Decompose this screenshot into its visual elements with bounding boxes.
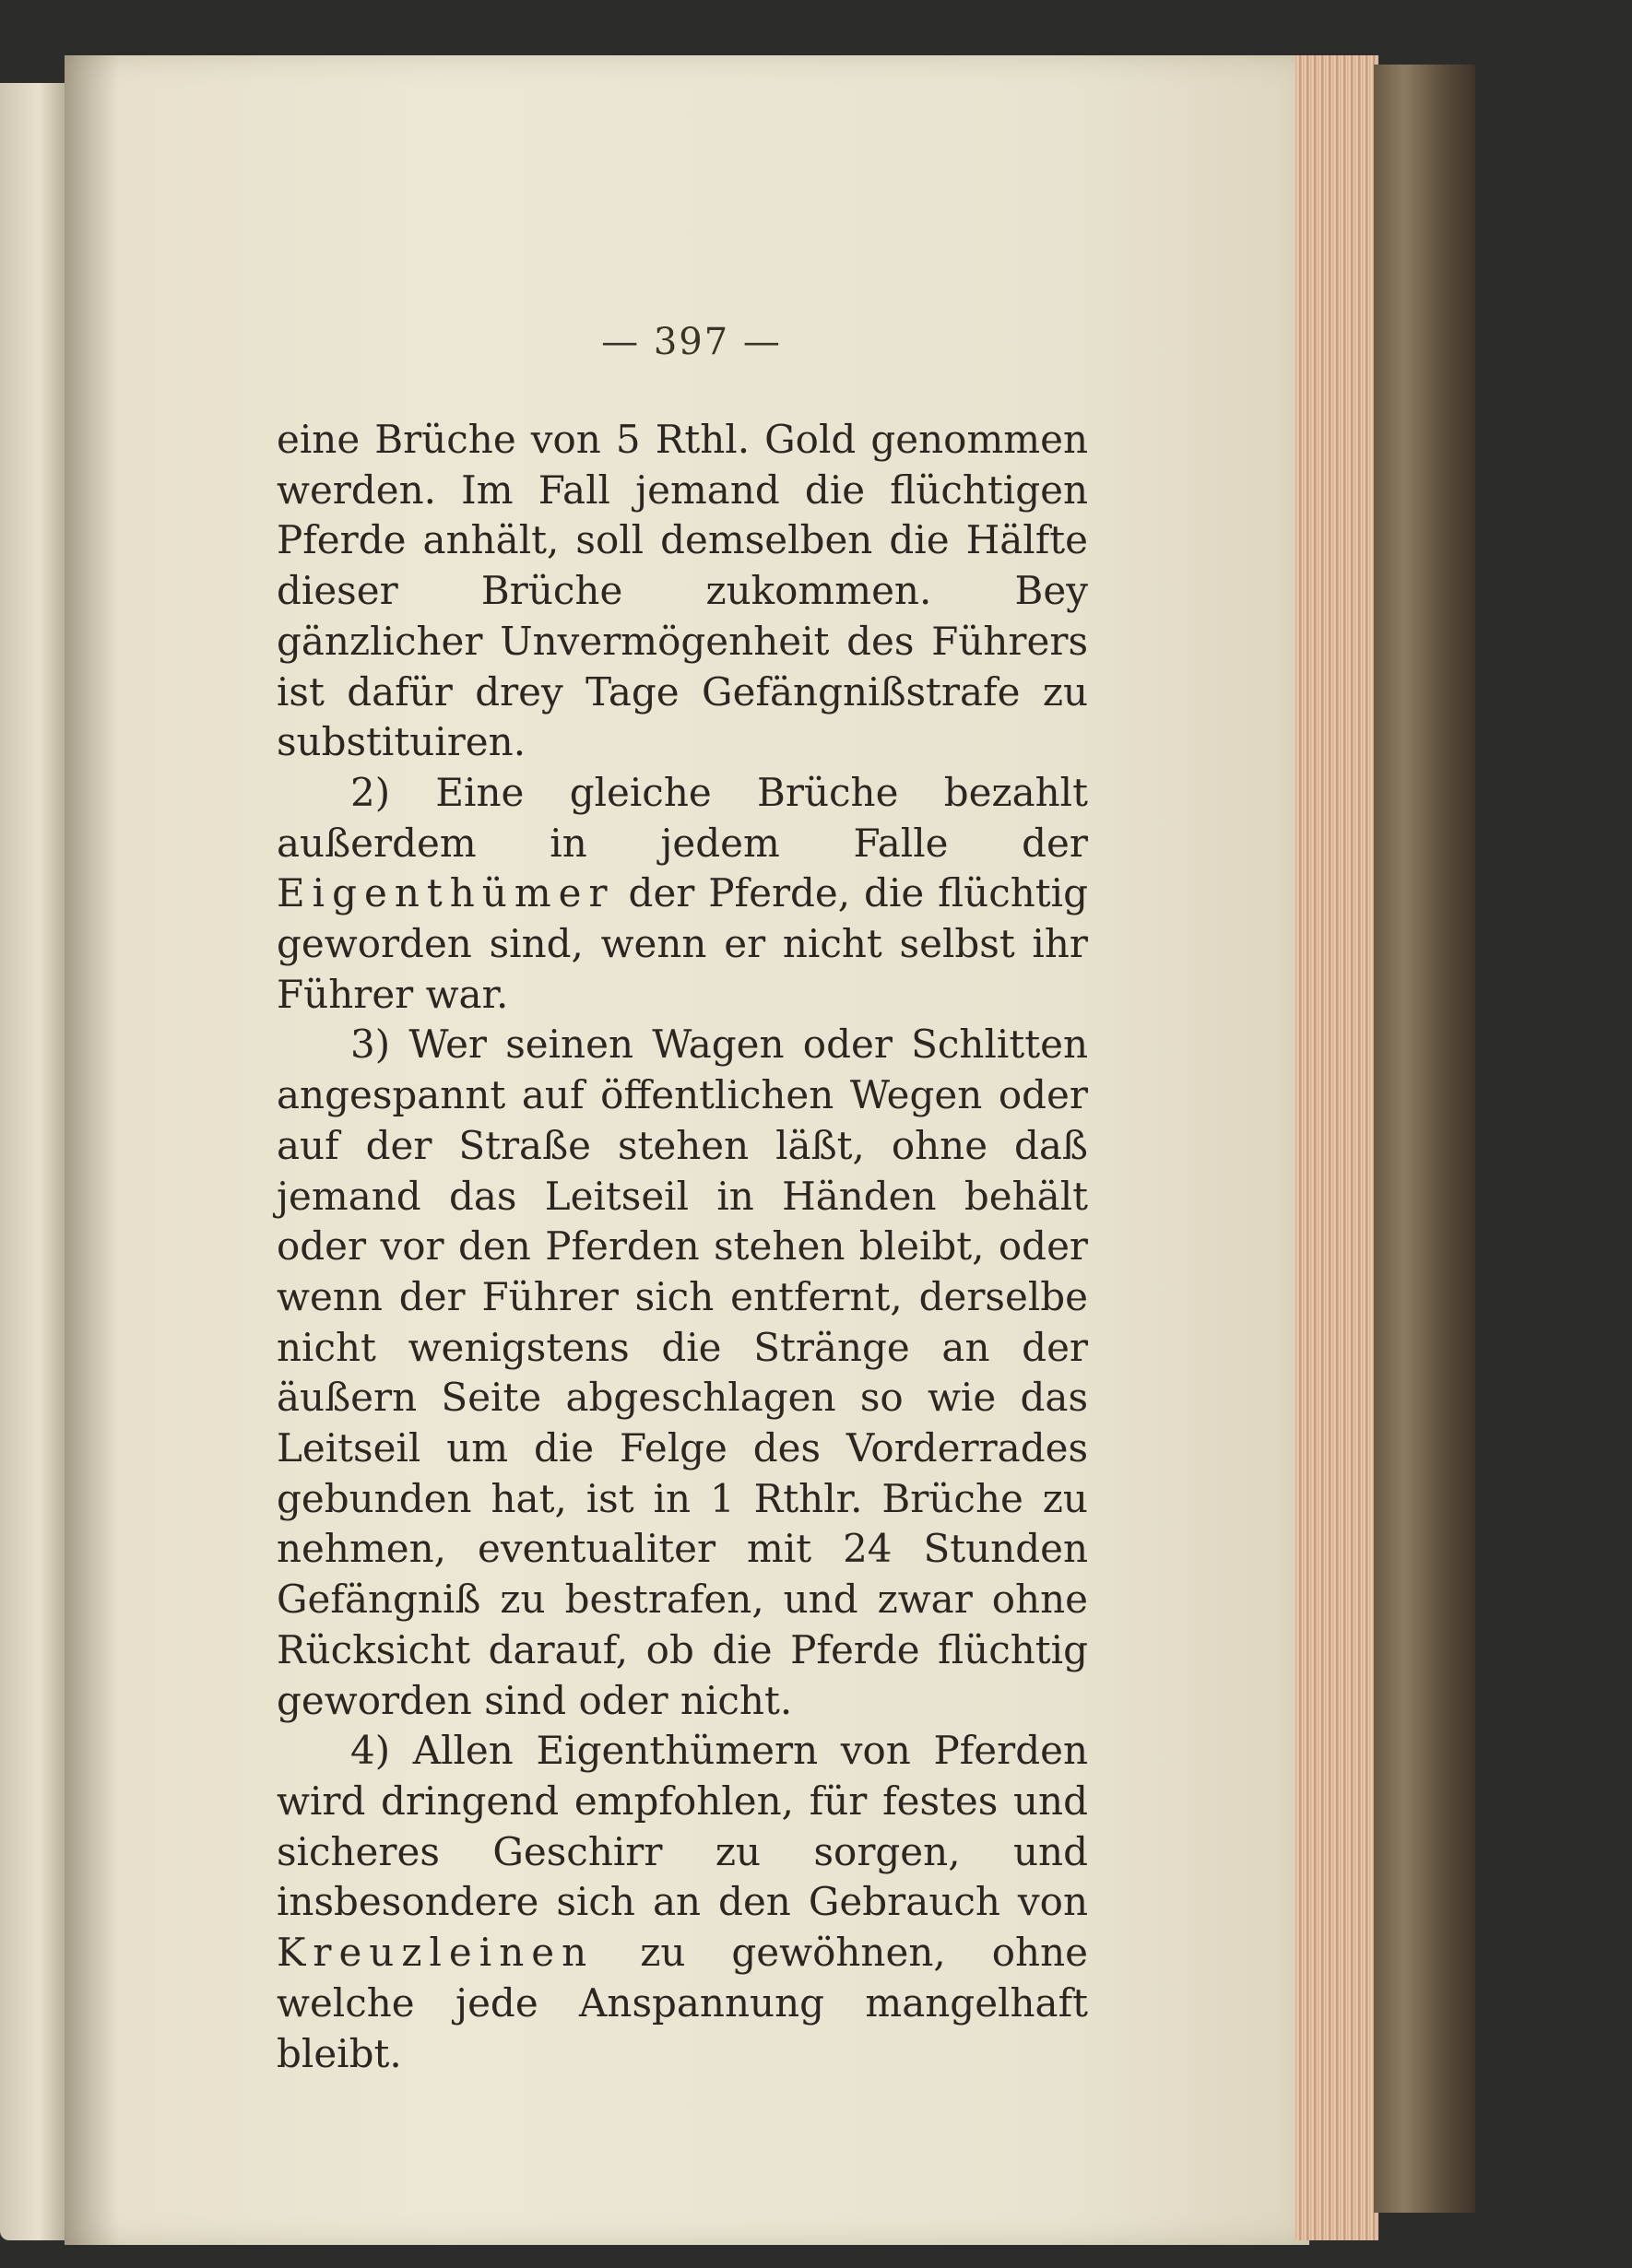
spine-shadow — [65, 55, 120, 2245]
paragraph-2: 2) Eine gleiche Brüche bezahlt außerdem in jedem Falle der Eigenthümer der Pferde, die flüchtig geworden sind, wenn er nicht selbst ihr Führer war. — [277, 769, 1088, 1017]
page-number: — 397 — — [601, 321, 782, 363]
emphasis-term: Kreuzleinen — [277, 1930, 595, 1976]
paragraph-3: 3) Wer seinen Wagen oder Schlitten angespannt auf öffentlichen Wegen oder auf der Straße stehen läßt, ohne daß jemand das Leitseil in Händen behält oder vor den Pferden stehen bleibt, oder wenn der Führer sich entfernt, derselbe nicht wenigstens die Stränge an der äußern Seite abgeschlagen so wie das Leitseil um die Felge des Vorderrades gebunden hat, ist in 1 Rthlr. Brüche zu nehmen, eventualiter mit 24 Stunden Gefängniß zu bestrafen, und zwar ohne Rücksicht darauf, ob die Pferde flüchtig geworden sind oder nicht. — [277, 1022, 1088, 1723]
body-text — [277, 415, 1088, 2079]
paragraph-1: eine Brüche von 5 Rthl. Gold genommen werden. Im Fall jemand die flüchtigen Pferde anhält, soll demselben die Hälfte dieser Brüche zukommen. Bey gänzlicher Unvermögenheit des Führers ist dafür drey Tage Gefängnißstrafe zu substituiren. — [277, 417, 1088, 765]
emphasis-term: Eigenthümer — [277, 870, 615, 916]
book-page — [65, 55, 1309, 2245]
previous-page-edge — [0, 83, 65, 2240]
page-edges — [1295, 55, 1378, 2240]
paragraph-4: 4) Allen Eigenthümern von Pferden wird dringend empfohlen, für festes und sicheres Geschirr zu sorgen, und insbesondere sich an den Gebrauch von Kreuzleinen zu gewöhnen, ohne welche jede Anspannung mangelhaft bleibt. — [277, 1728, 1088, 2076]
book-cover — [1374, 65, 1475, 2213]
